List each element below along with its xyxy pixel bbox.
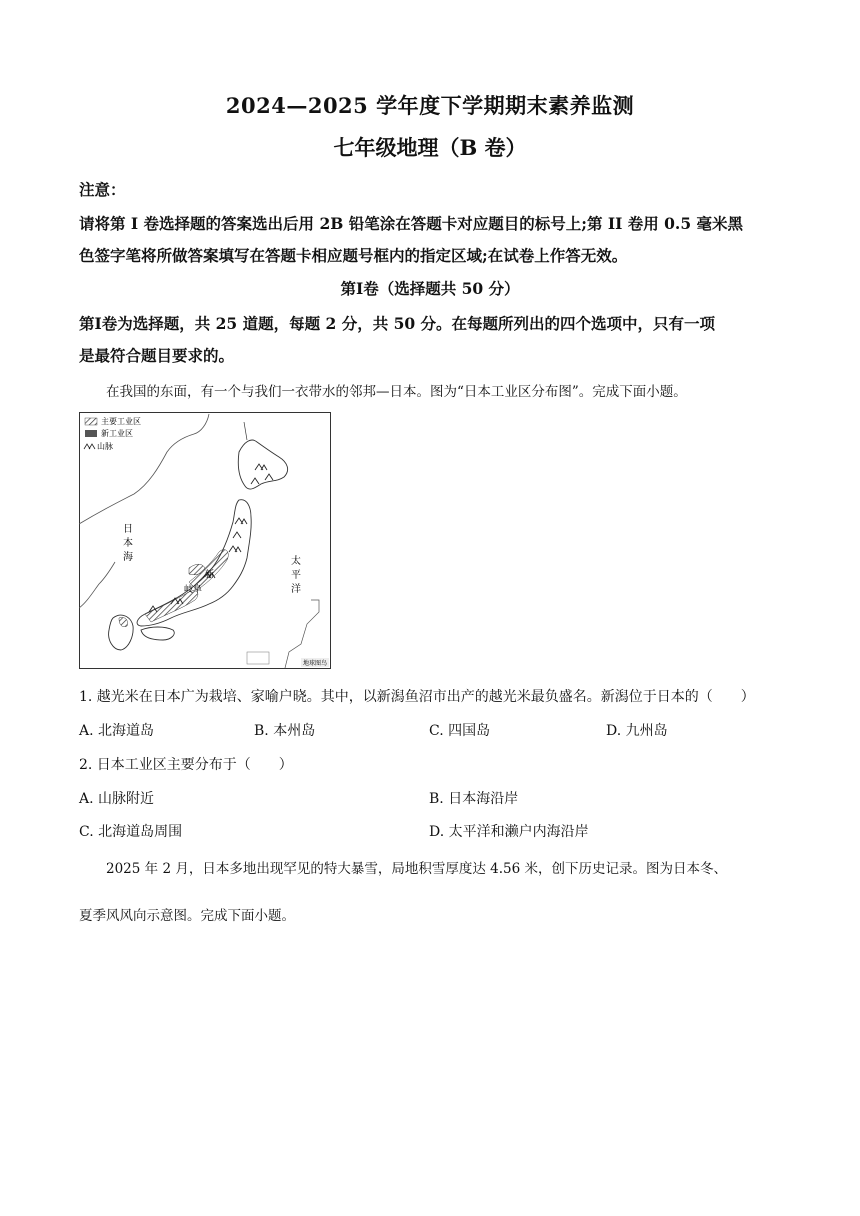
legend-new-swatch: [85, 430, 97, 437]
gifu-label: 岐阜: [184, 585, 203, 595]
sea-of-japan-char-3: 海: [123, 552, 133, 563]
section-title: 第Ⅰ卷（选择题共 50 分）: [340, 279, 520, 298]
notice-line-2: 色签字笔将所做答案填写在答题卡相应题号框内的指定区域;在试卷上作答无效。: [79, 246, 628, 265]
notice-line-1: 请将第 I 卷选择题的答案选出后用 2B 铅笔涂在答题卡对应题目的标号上;第 II 卷用 0.5 毫米黑: [79, 214, 743, 233]
legend-main-label: 主要工业区: [101, 417, 141, 426]
sea-of-japan-char-1: 日: [123, 524, 133, 535]
japan-industrial-map: [79, 412, 331, 669]
source-label: 地球图鸟: [303, 660, 328, 667]
q2-option-d[interactable]: D. 太平洋和濑户内海沿岸: [429, 824, 589, 840]
pacific-char-1: 太: [291, 556, 301, 567]
section-desc-1: 第Ⅰ卷为选择题，共 25 道题，每题 2 分，共 50 分。在每题所列出的四个选项中，只有一项: [79, 314, 716, 333]
q1-option-b[interactable]: B. 本州岛: [254, 723, 316, 739]
exam-subtitle: 七年级地理（B 卷）: [333, 135, 527, 160]
notice-label: 注意：: [79, 180, 126, 199]
passage-2-line-1: 2025 年 2 月，日本多地出现罕见的特大暴雪，局地积雪厚度达 4.56 米，创下历史记录。图为日本冬、: [106, 861, 727, 877]
q2-stem: 2. 日本工业区主要分布于（ ）: [79, 757, 293, 773]
passage-2-line-2: 夏季风风向示意图。完成下面小题。: [79, 908, 295, 924]
q1-option-a[interactable]: A. 北海道岛: [79, 723, 155, 739]
exam-title: 2024—2025 学年度下学期期末素养监测: [225, 93, 635, 118]
q2-option-b[interactable]: B. 日本海沿岸: [429, 791, 519, 807]
niigata-label: 新: [205, 570, 215, 580]
pacific-char-3: 洋: [291, 584, 301, 595]
q2-option-c[interactable]: C. 北海道岛周围: [79, 824, 183, 840]
q1-stem: 1. 越光米在日本广为栽培、家喻户晓。其中，以新潟鱼沼市出产的越光米最负盛名。新潟位于日本的（ ）: [79, 689, 755, 705]
q1-option-c[interactable]: C. 四国岛: [429, 723, 491, 739]
pacific-char-2: 平: [291, 570, 301, 581]
passage-1: 在我国的东面，有一个与我们一衣带水的邻邦—日本。图为“日本工业区分布图”。完成下面小题。: [106, 384, 687, 400]
q1-option-d[interactable]: D. 九州岛: [606, 723, 668, 739]
sea-of-japan-char-2: 本: [123, 538, 133, 549]
legend-new-label: 新工业区: [101, 429, 133, 438]
q2-option-a[interactable]: A. 山脉附近: [79, 791, 155, 807]
legend-main-swatch: [85, 418, 97, 425]
legend-mountain-label: 山脉: [97, 442, 113, 451]
section-desc-2: 是最符合题目要求的。: [79, 346, 235, 365]
